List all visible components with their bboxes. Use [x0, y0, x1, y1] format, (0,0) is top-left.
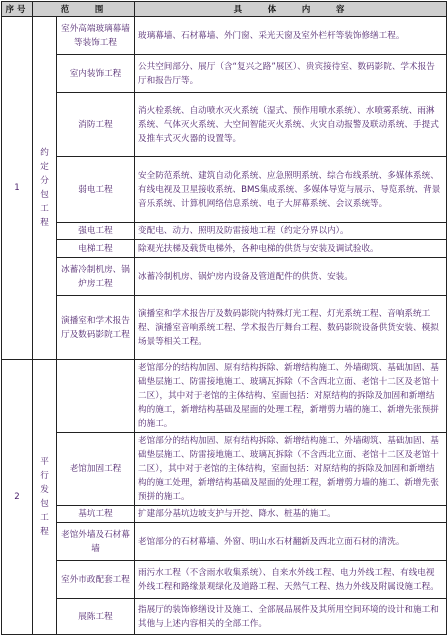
- group-scope: 平行发包工程: [33, 360, 57, 635]
- table-row: [2, 55, 447, 93]
- row-content: 消火栓系统、自动喷水灭火系统（湿式、预作用喷水系统）、水喷雾系统、雨淋系统、气体灭火系统、大空间智能灭火系统、火灾自动报警及联动系统、手提式及推车式灭火器的设置等。: [135, 93, 447, 157]
- row-content: 玻璃幕墙、石材幕墙、外门窗、采光天窗及室外栏杆等装饰修缮工程。: [135, 17, 447, 55]
- table-row: [2, 157, 447, 223]
- header-no: 序号: [2, 2, 33, 17]
- row-item: 电梯工程: [57, 240, 135, 258]
- row-item: 老馆外墙及石材幕墙: [57, 523, 135, 561]
- row-content: 变配电、动力、照明及防雷接地工程（约定分界以内）。: [135, 223, 447, 240]
- table-row: [2, 561, 447, 599]
- row-content: 老馆部分的结构加固、原有结构拆除、新增结构施工、外墙砌筑、基础加固、基础垫层施工、防雷接地施工、玻璃瓦拆除（不含西北立面、老馆十二区及老馆十二区），其中对于老馆的主体结构，室面包括：对原结构的拆除及加固和新增结构的施工处理，新增结构基础及屋面的处理工程，新增剪力墙的施工、新增先张预拼的施工。: [135, 433, 447, 506]
- row-item: 弱电工程: [57, 157, 135, 223]
- group-number: 2: [2, 360, 33, 635]
- row-item: 演播室和学术报告厅及数码影院工程: [57, 296, 135, 360]
- row-content: 安全防范系统、建筑自动化系统、应急照明系统、综合布线系统、多媒体系统、有线电视及卫星接收系统、BMS集成系统、多媒体导览与展示、导览系统、背景音乐系统、计算机网络信息系统、电子大屏幕系统、会议系统等。: [135, 157, 447, 223]
- row-item: 冰蓄冷制机房、锅炉房工程: [57, 258, 135, 296]
- row-item: 基坑工程: [57, 506, 135, 523]
- table-row: [2, 240, 447, 258]
- row-item: 室外市政配套工程: [57, 561, 135, 599]
- table-row: [2, 223, 447, 240]
- row-item: 室外高端玻璃幕墙等装饰工程: [57, 17, 135, 55]
- scope-table: [1, 1, 447, 635]
- row-item: [57, 360, 135, 433]
- group-number: 1: [2, 17, 33, 360]
- table-row: [2, 599, 447, 635]
- row-content: 冰蓄冷制机房、锅炉房内设备及管道配件的供货、安装。: [135, 258, 447, 296]
- row-item: 消防工程: [57, 93, 135, 157]
- group-scope: 约定分包工程: [33, 17, 57, 360]
- header-scope: 范 围: [33, 2, 135, 17]
- table-row: [2, 258, 447, 296]
- row-item: 老馆加固工程: [57, 433, 135, 506]
- row-content: 除观光扶梯及载货电梯外，各种电梯的供货与安装及调试验收。: [135, 240, 447, 258]
- table-row: [2, 296, 447, 360]
- row-content: 公共空间部分、展厅（含“复兴之路”展区）、贵宾接待室、数码影院、学术报告厅和报告厅等。: [135, 55, 447, 93]
- table-header: [2, 2, 447, 17]
- row-item: 展陈工程: [57, 599, 135, 635]
- table-row: [2, 433, 447, 506]
- row-content: 演播室和学术报告厅及数码影院内特殊灯光工程、灯光系统工程、音响系统工程、演播室音响系统工程、学术报告厅舞台工程、数码影院设备供货安装、模拟场景等相关工程。: [135, 296, 447, 360]
- row-item: 室内装饰工程: [57, 55, 135, 93]
- table-row: [2, 360, 447, 433]
- row-content: 老馆部分的结构加固、原有结构拆除、新增结构施工、外墙砌筑、基础加固、基础垫层施工、防雷接地施工、玻璃瓦拆除（不含西北立面、老馆十二区及老馆十二区），其中对于老馆的主体结构、室面包括：对原结构的拆除及加固和新增结构的施工，新增结构基础及屋面的处理工程，新增剪力墙的施工、新增先张预拼的施工。: [135, 360, 447, 433]
- header-content: 具 体 内 容: [135, 2, 447, 17]
- row-content: 指展厅的装饰修缮设计及施工、全部展品展件及其所用空间环境的设计和施工和其他与上述内容相关的全部工作。: [135, 599, 447, 635]
- row-content: 扩建部分基坑边坡支护与开挖、降水、桩基的施工。: [135, 506, 447, 523]
- table-row: [2, 17, 447, 55]
- table-row: [2, 93, 447, 157]
- table-row: [2, 523, 447, 561]
- row-content: 老馆部分的石材幕墙、外窗、明山水石材翻新及西北立面石材的清洗。: [135, 523, 447, 561]
- table-row: [2, 506, 447, 523]
- row-item: 强电工程: [57, 223, 135, 240]
- row-content: 雨污水工程（不含雨水收集系统）、自来水外线工程、电力外线工程、有线电视外线工程和路缘景观绿化及道路工程、天然气工程、热力外线及附属设施工程。: [135, 561, 447, 599]
